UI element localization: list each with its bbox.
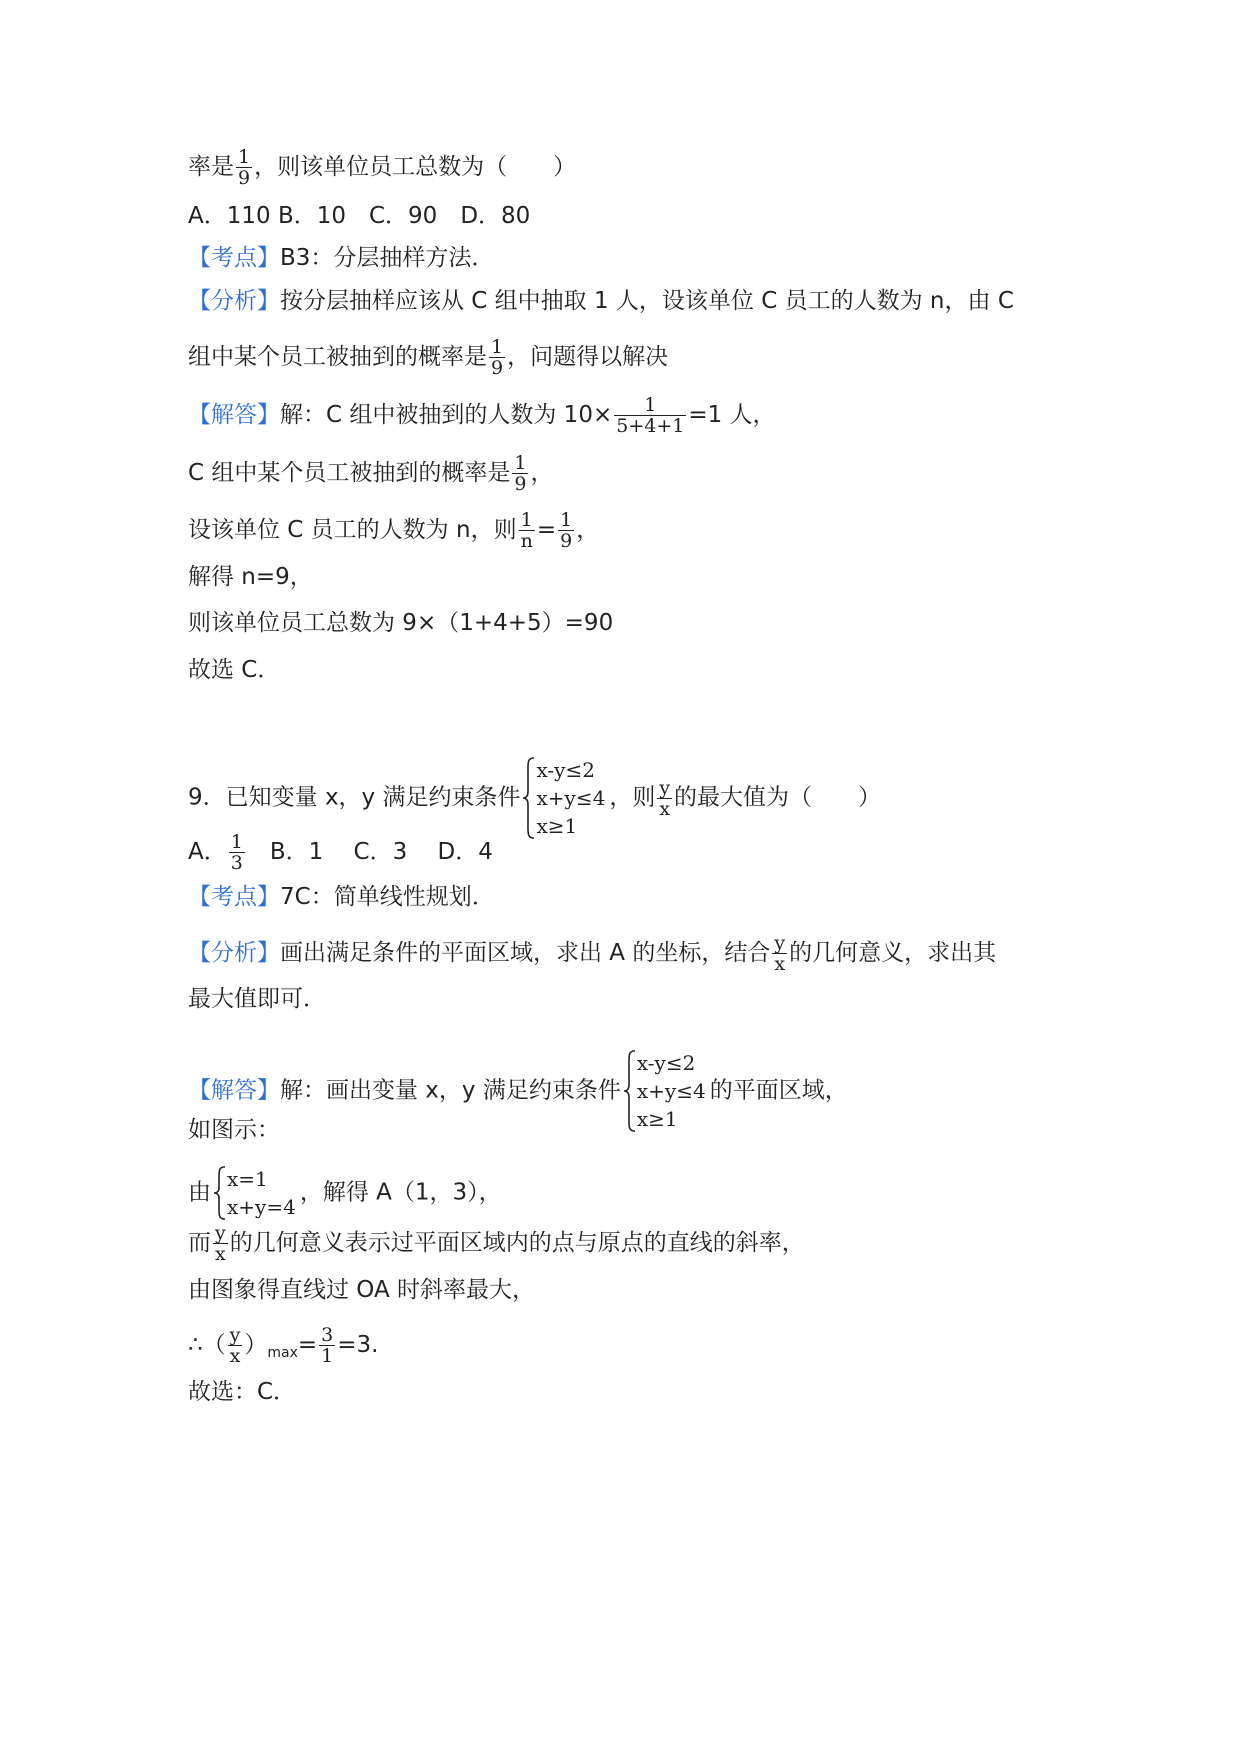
fraction: $\frac{1}{9}$: [514, 452, 527, 495]
q8-fenxi-line1: 【分析】按分层抽样应该从 C 组中抽取 1 人，设该单位 C 员工的人数为 n，由 C: [188, 288, 1014, 314]
fraction: $\frac{3}{1}$: [321, 1324, 334, 1367]
q9-kaodian: 【考点】7C：简单线性规划．: [188, 884, 495, 910]
equation-system: x=1 x+y=4: [213, 1165, 296, 1221]
jieda-tag: 【解答】: [188, 1077, 280, 1104]
q9-result-line: ∴（ $\frac{y}{x}$ ）$_{max}=$ $\frac{3}{1}$ =3.: [188, 1324, 379, 1367]
brace-icon: [522, 756, 536, 840]
fenxi-tag: 【分析】: [188, 940, 280, 966]
fraction: $\frac{1}{n}$: [520, 509, 533, 552]
fraction: $\frac{1}{9}$: [238, 146, 251, 189]
constraint-system: x-y≤2 x+y≤4 x≥1: [522, 756, 605, 840]
q8-jieda-line: 【解答】解：C 组中被抽到的人数为 10× $\frac{1}{5+4+1}$ =1 人，: [188, 394, 776, 437]
fraction: $\frac{y}{x}$: [215, 1222, 226, 1265]
q8-fenxi-line2: 组中某个员工被抽到的概率是 $\frac{1}{9}$ ，问题得以解决: [188, 336, 669, 379]
q9-rutu: 如图示：: [188, 1117, 280, 1143]
kaodian-tag: 【考点】: [188, 884, 280, 910]
q8-n-line: 解得 n=9，: [188, 564, 313, 590]
q9-tuxiang: 由图象得直线过 OA 时斜率最大，: [188, 1277, 536, 1303]
q8-stem-pre: 率是: [188, 154, 234, 180]
q8-stem-post: ，则该单位员工总数为（ ）: [254, 154, 577, 180]
jieda-tag: 【解答】: [188, 402, 280, 428]
q8-options: A．110 B．10 C．90 D．80: [188, 203, 531, 229]
q8-stem-line: [188, 147, 576, 188]
fraction: $\frac{1}{9}$: [491, 336, 504, 379]
brace-icon: [213, 1165, 227, 1221]
constraint-system: x-y≤2 x+y≤4 x≥1: [623, 1049, 706, 1133]
q9-options: A． $\frac{1}{3}$ B．1 C．3 D．4: [188, 831, 493, 874]
fraction: $\frac{y}{x}$: [229, 1324, 241, 1367]
q9-you-line: 由 x=1 x+y=4 ，解得 A（1，3），: [188, 1167, 502, 1219]
fraction: $\frac{1}{3}$: [230, 831, 243, 874]
q9-answer: 故选：C．: [188, 1379, 297, 1405]
q8-total-line: 则该单位员工总数为 9×（1+4+5）=90: [188, 610, 614, 636]
fraction: $\frac{1}{5+4+1}$: [616, 394, 685, 437]
q8-set-line: 设该单位 C 员工的人数为 n，则 $\frac{1}{n}$ = $\frac{1}{9}$ ，: [188, 509, 600, 552]
q8-answer: 故选 C．: [188, 657, 281, 683]
q8-kaodian: 【考点】B3：分层抽样方法．: [188, 245, 495, 271]
fraction: $\frac{1}{9}$: [560, 509, 573, 552]
kaodian-tag: 【考点】: [188, 245, 280, 271]
fraction: $\frac{y}{x}$: [774, 932, 786, 975]
q9-fenxi-line2: 最大值即可．: [188, 986, 326, 1012]
brace-icon: [623, 1049, 637, 1133]
fenxi-tag: 【分析】: [188, 288, 280, 314]
q9-er-line: 而 $\frac{y}{x}$ 的几何意义表示过平面区域内的点与原点的直线的斜率，: [188, 1222, 805, 1265]
q9-stem: 9．已知变量 x，y 满足约束条件 x-y≤2 x+y≤4 x≥1 ，则 $\frac{y}{x}$ 的最大值为（ ）: [188, 758, 882, 838]
q8-prob-line: C 组中某个员工被抽到的概率是 $\frac{1}{9}$ ，: [188, 452, 554, 495]
fraction: $\frac{y}{x}$: [659, 776, 671, 820]
q9-fenxi-line1: 【分析】画出满足条件的平面区域，求出 A 的坐标，结合 $\frac{y}{x}$ 的几何意义，求出其: [188, 932, 997, 975]
q9-jieda-line: 【解答】解：画出变量 x，y 满足约束条件 x-y≤2 x+y≤4 x≥1 的平面区域，: [188, 1051, 848, 1131]
